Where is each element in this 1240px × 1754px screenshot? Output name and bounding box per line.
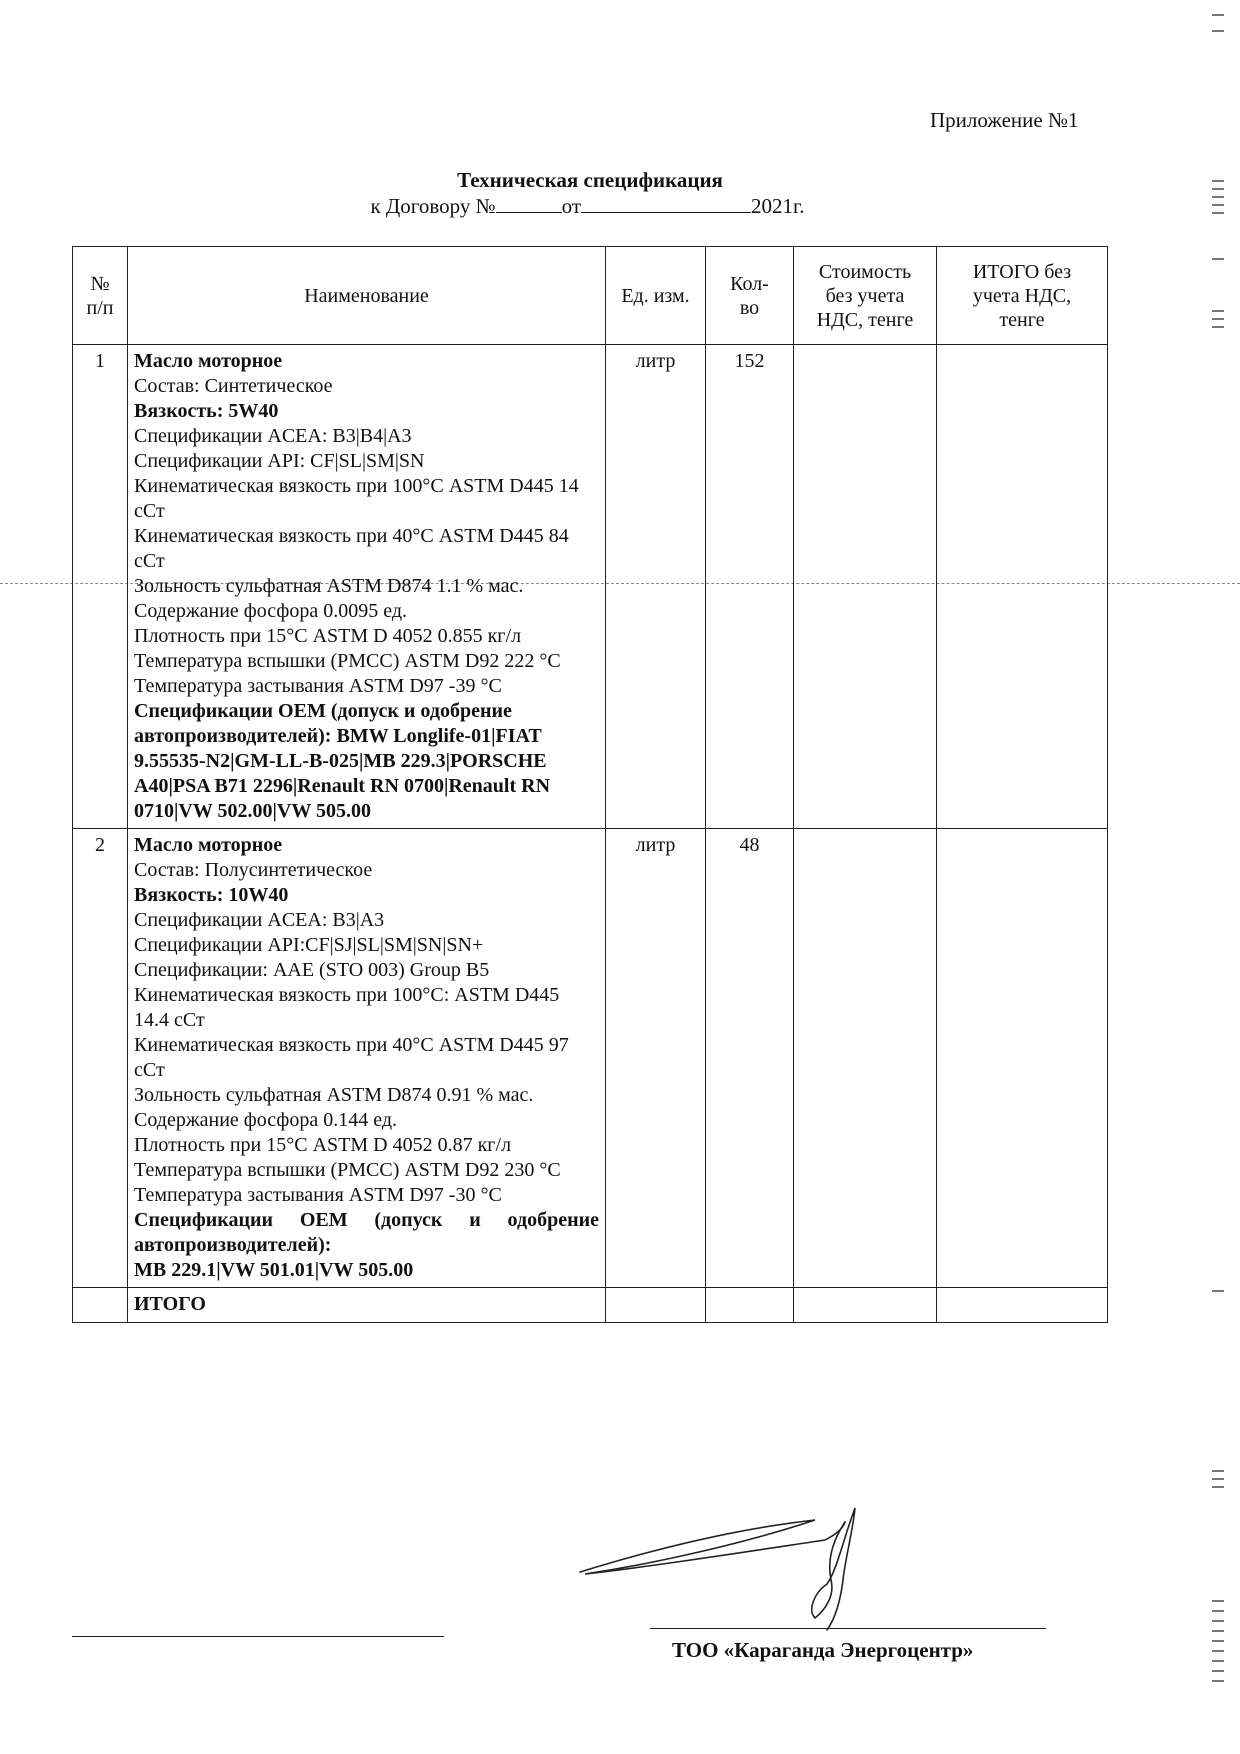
specification-table — [72, 246, 1108, 1323]
total-cell — [937, 345, 1108, 829]
column-header-cost — [794, 247, 937, 345]
row-number: 1 — [73, 345, 128, 829]
company-name: ТОО «Караганда Энергоцентр» — [672, 1638, 974, 1662]
total-row — [73, 1288, 1108, 1323]
table-row — [73, 345, 1108, 829]
item-line: Состав: Полусинтетическое — [134, 859, 373, 881]
item-line: Вязкость: 5W40 — [134, 400, 279, 422]
header-text: Кол- — [730, 272, 769, 295]
header-text: учета НДС, — [972, 284, 1072, 307]
quantity-cell: 152 — [706, 345, 794, 829]
row-number: 2 — [73, 829, 128, 1288]
header-text: без учета — [825, 284, 905, 307]
header-text: № — [90, 272, 110, 295]
header-text: ИТОГО без — [972, 260, 1072, 283]
item-line: Кинематическая вязкость при 100°С ASTM D445 14 сСт — [134, 475, 579, 522]
column-header-name: Наименование — [128, 247, 606, 345]
item-line: MB 229.1|VW 501.01|VW 505.00 — [134, 1259, 414, 1281]
total-unit-cell — [606, 1288, 706, 1323]
signature-line-left — [72, 1636, 444, 1637]
item-line: Кинематическая вязкость при 40°С ASTM D445 97 сСт — [134, 1034, 569, 1081]
item-description — [128, 829, 606, 1288]
cost-cell — [794, 345, 937, 829]
contract-prefix: к Договору № — [370, 194, 496, 218]
unit-cell: литр — [606, 345, 706, 829]
item-line: Содержание фосфора 0.0095 ед. — [134, 600, 407, 622]
contract-date-blank — [581, 194, 751, 213]
contract-from-label: от — [561, 194, 582, 218]
item-description — [128, 345, 606, 829]
quantity-cell: 48 — [706, 829, 794, 1288]
total-row-number — [73, 1288, 128, 1323]
contract-reference — [0, 194, 1175, 219]
header-text: тенге — [999, 308, 1045, 331]
contract-number-blank — [496, 194, 562, 213]
column-header-quantity — [706, 247, 794, 345]
unit-cell: литр — [606, 829, 706, 1288]
item-line: Состав: Синтетическое — [134, 375, 333, 397]
handwritten-signature — [575, 1500, 965, 1640]
item-line: Масло моторное — [134, 834, 283, 856]
contract-year: 2021г. — [751, 194, 805, 218]
item-line: Спецификации: AAE (STO 003) Group B5 — [134, 959, 490, 981]
appendix-label: Приложение №1 — [930, 108, 1079, 132]
item-line: Спецификации OEM (допуск и одобрение автопроизводителей): — [134, 1209, 599, 1256]
item-line: Спецификации API:CF|SJ|SL|SM|SN|SN+ — [134, 934, 484, 956]
total-cell — [937, 829, 1108, 1288]
item-line: Температура застывания ASTM D97 -39 °С — [134, 675, 502, 697]
total-sum-cell — [937, 1288, 1108, 1323]
cost-cell — [794, 829, 937, 1288]
table-header-row — [73, 247, 1108, 345]
item-line: Плотность при 15°С ASTM D 4052 0.87 кг/л — [134, 1134, 512, 1156]
item-line: Кинематическая вязкость при 40°С ASTM D445 84 сСт — [134, 525, 569, 572]
item-line: Вязкость: 10W40 — [134, 884, 289, 906]
header-text: Стоимость — [818, 260, 912, 283]
item-line: Температура вспышки (PMCC) ASTM D92 222 °С — [134, 650, 561, 672]
item-line: Температура вспышки (PMCC) ASTM D92 230 °С — [134, 1159, 561, 1181]
item-line: Спецификации API: CF|SL|SM|SN — [134, 450, 425, 472]
item-line: Плотность при 15°С ASTM D 4052 0.855 кг/л — [134, 625, 522, 647]
total-label: ИТОГО — [128, 1288, 606, 1323]
item-line: Спецификации ACEA: B3|A3 — [134, 909, 385, 931]
column-header-number — [73, 247, 128, 345]
column-header-unit: Ед. изм. — [606, 247, 706, 345]
scan-edge-marks — [1204, 0, 1230, 1754]
item-line: Зольность сульфатная ASTM D874 1.1 % мас. — [134, 575, 524, 597]
item-line: Кинематическая вязкость при 100°С: ASTM D445 14.4 сСт — [134, 984, 560, 1031]
item-line: Спецификации OEM (допуск и одобрение автопроизводителей): BMW Longlife-01|FIAT 9.55535-N2|GM-LL-B-025|MB 229.3|PORSCHE A40|PSA B71 2296|Renault RN 0700|Renault RN 0710|VW 502.00|VW 505.00 — [134, 700, 551, 822]
signature-line-right — [650, 1628, 1046, 1629]
table-row — [73, 829, 1108, 1288]
item-line: Температура застывания ASTM D97 -30 °С — [134, 1184, 502, 1206]
column-header-total — [937, 247, 1108, 345]
document-title: Техническая спецификация — [457, 168, 723, 192]
header-text: п/п — [86, 296, 114, 319]
total-quantity-cell — [706, 1288, 794, 1323]
item-line: Спецификации ACEA: B3|B4|A3 — [134, 425, 412, 447]
header-text: НДС, тенге — [816, 308, 914, 331]
item-line: Зольность сульфатная ASTM D874 0.91 % мас. — [134, 1084, 534, 1106]
total-cost-cell — [794, 1288, 937, 1323]
header-text: во — [739, 296, 760, 319]
item-line: Содержание фосфора 0.144 ед. — [134, 1109, 397, 1131]
item-line: Масло моторное — [134, 350, 283, 372]
